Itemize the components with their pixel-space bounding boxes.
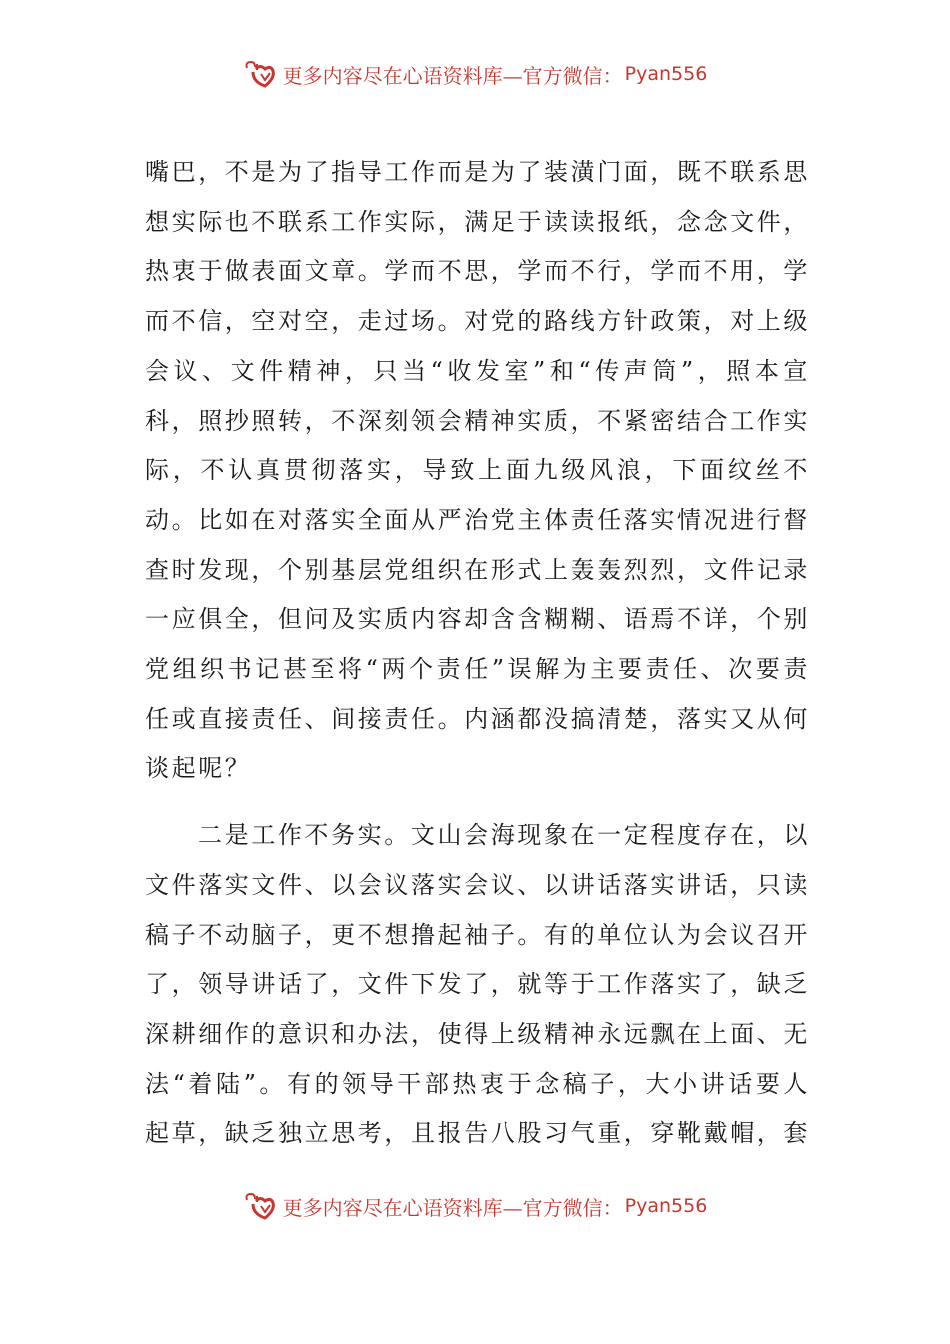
header-watermark xyxy=(0,54,950,94)
watermark-text: 更多内容尽在心语资料库—官方微信： xyxy=(282,1195,623,1220)
footer-watermark xyxy=(0,1186,950,1226)
watermark-text: 更多内容尽在心语资料库—官方微信： xyxy=(282,63,623,88)
paragraph-1: 嘴巴，不是为了指导工作而是为了装潢门面，既不联系思想实际也不联系工作实际，满足于读读报纸，念念文件，热衷于做表面文章。学而不思，学而不行，学而不用，学而不信，空对空，走过场。对党的路线方针政策，对上级会议、文件精神，只当“收发室”和“传声筒”，照本宣科，照抄照转，不深刻领会精神实质，不紧密结合工作实际，不认真贯彻落实，导致上面九级风浪，下面纹丝不动。比如在对落实全面从严治党主体责任落实情况进行督查时发现，个别基层党组织在形式上轰轰烈烈，文件记录一应俱全，但问及实质内容却含含糊糊、语焉不详，个别党组织书记甚至将“两个责任”误解为主要责任、次要责任或直接责任、间接责任。内涵都没搞清楚，落实又从何谈起呢？ xyxy=(145,158,810,783)
watermark-id: Pyan556 xyxy=(624,1195,708,1217)
heart-logo-icon xyxy=(243,1190,279,1222)
watermark-id: Pyan556 xyxy=(624,63,708,85)
heart-logo-icon xyxy=(243,58,279,90)
paragraph-2: 二是工作不务实。文山会海现象在一定程度存在，以文件落实文件、以会议落实会议、以讲话落实讲话，只读稿子不动脑子，更不想撸起袖子。有的单位认为会议召开了，领导讲话了，文件下发了，就等于工作落实了，缺乏深耕细作的意识和办法，使得上级精神永远飘在上面、无法“着陆”。有的领导干部热衷于念稿子，大小讲话要人起草，缺乏独立思考，且报告八股习气重，穿靴戴帽，套 xyxy=(145,821,810,1148)
document-body xyxy=(145,148,810,1159)
